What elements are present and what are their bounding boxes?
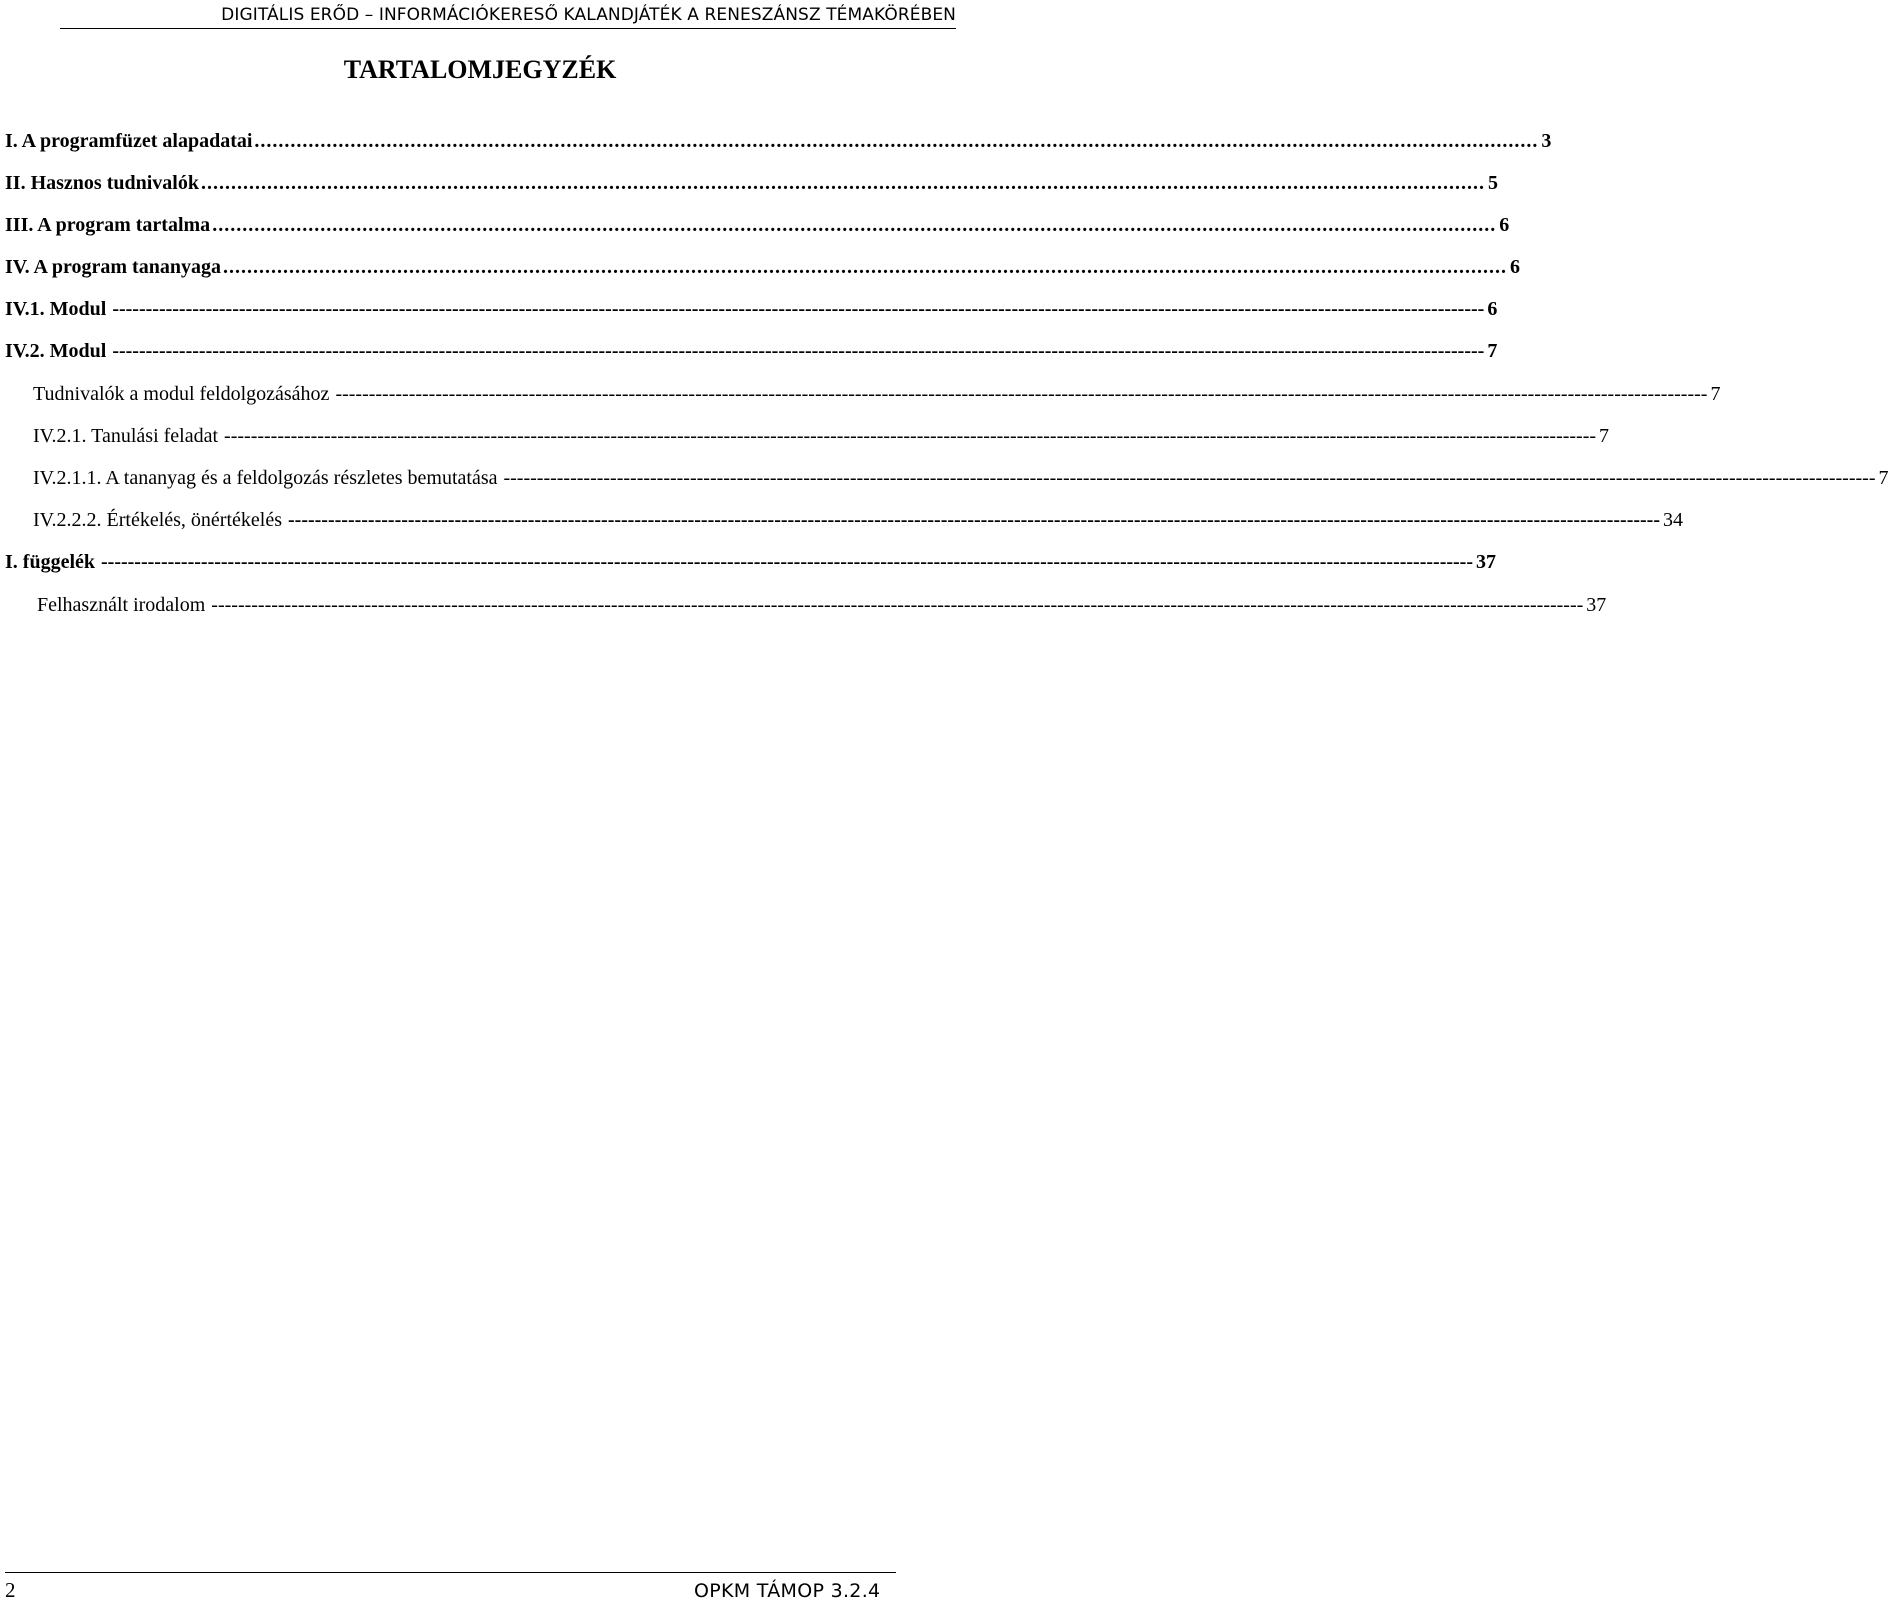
toc-entry-page: 37 [1476,551,1496,573]
toc-entry[interactable] [5,211,1510,239]
toc-entry-page: 3 [1541,130,1552,152]
running-header [60,2,956,29]
toc-entry[interactable] [5,253,1520,281]
toc-entry-label: III. A program tartalma [5,214,211,236]
toc-entry-page: 6 [1487,298,1498,320]
toc-entry-label: IV.1. Modul [5,298,107,320]
toc-entry-label: IV.2.1.1. A tananyag és a feldolgozás részletes bemutatása [33,467,498,489]
toc-leader: -------------------------------------------------------------------------------------------------------------------------------------------------------------------------------------------------------------- [211,594,1584,616]
toc-entry-page: 37 [1586,594,1607,616]
toc-entry-label: I. A programfüzet alapadatai [5,130,253,152]
footer-page-number: 2 [5,1578,16,1602]
toc-entry-label: IV.2. Modul [5,340,107,362]
toc-entry-page: 6 [1499,214,1510,236]
toc-entry-label: I. függelék [5,551,95,573]
toc-entry[interactable] [33,380,1721,408]
toc-entry-page: 7 [1710,383,1721,405]
toc-entry-page: 7 [1599,425,1610,447]
toc-entry[interactable] [37,591,1607,619]
toc-entry[interactable] [33,506,1683,534]
toc-entry-label: Tudnivalók a modul feldolgozásához [33,383,330,405]
toc-entry-label: Felhasznált irodalom [37,594,206,616]
toc-entry-page: 34 [1663,509,1683,531]
toc-leader: -------------------------------------------------------------------------------------------------------------------------------------------------------------------------------------------------------------- [112,340,1485,362]
toc-leader: ...................................................................................................................................................................................................................... [222,256,1507,278]
toc-leader: ...................................................................................................................................................................................................................... [254,130,1539,152]
page-title: TARTALOMJEGYZÉK [343,55,617,84]
toc-leader: -------------------------------------------------------------------------------------------------------------------------------------------------------------------------------------------------------------- [503,467,1876,489]
toc-leader: -------------------------------------------------------------------------------------------------------------------------------------------------------------------------------------------------------------- [224,425,1597,447]
toc-entry[interactable] [5,548,1496,576]
toc-entry[interactable] [5,337,1498,365]
toc-leader: ...................................................................................................................................................................................................................... [212,214,1497,236]
toc-entry[interactable] [5,295,1498,323]
toc-entry-page: 5 [1487,172,1498,194]
toc-entry-label: IV.2.2.2. Értékelés, önértékelés [33,509,282,531]
footer-rule [5,1572,896,1574]
toc-entry-label: IV.2.1. Tanulási feladat [33,425,219,447]
toc-entry-label: IV. A program tananyaga [5,256,221,278]
toc-entry[interactable] [5,169,1498,197]
toc-entry[interactable] [33,422,1610,450]
toc-leader: -------------------------------------------------------------------------------------------------------------------------------------------------------------------------------------------------------------- [101,551,1473,573]
toc-leader: -------------------------------------------------------------------------------------------------------------------------------------------------------------------------------------------------------------- [288,509,1660,531]
toc-leader: -------------------------------------------------------------------------------------------------------------------------------------------------------------------------------------------------------------- [112,298,1485,320]
toc-leader: ...................................................................................................................................................................................................................... [200,172,1485,194]
toc-entry-page: 7 [1487,340,1498,362]
running-header-text: DIGITÁLIS ERŐD – INFORMÁCIÓKERESŐ KALANDJÁTÉK A RENESZÁNSZ TÉMAKÖRÉBEN [221,5,956,25]
toc-entry[interactable] [33,464,1888,492]
footer-code: OPKM TÁMOP 3.2.4 [694,1580,881,1602]
toc-entry-label: II. Hasznos tudnivalók [5,172,199,194]
toc-entry-page: 6 [1509,256,1520,278]
toc-leader: -------------------------------------------------------------------------------------------------------------------------------------------------------------------------------------------------------------- [335,383,1708,405]
toc-entry-page: 7 [1878,467,1888,489]
toc-entry[interactable] [5,127,1552,155]
